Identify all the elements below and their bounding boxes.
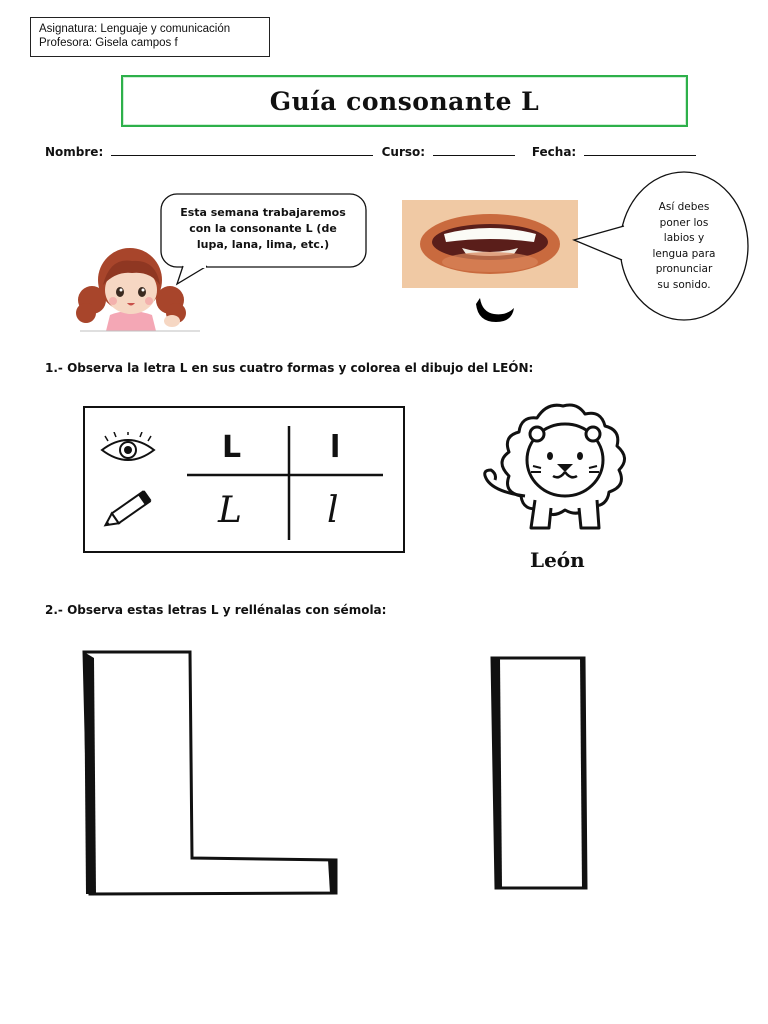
date-field[interactable] [584,145,696,156]
mouth-photo-icon [402,200,578,288]
student-fields [45,145,700,159]
lion-illustration-icon [475,400,645,535]
teacher-line: Profesora: Gisela campos f [39,37,178,49]
speech-bubble-mouth-text: Así debes poner los labios y lengua para pronunciar su sonido. [652,201,716,291]
exercise-1-instruction: 1.- Observa la letra L en sus cuatro formas y colorea el dibujo del LEÓN: [45,361,534,375]
subject-line: Asignatura: Lenguaje y comunicación [39,23,231,35]
pencil-icon [100,487,160,529]
eye-icon [98,432,158,468]
crescent-moon-icon [472,290,518,326]
cursive-uppercase-l: L [218,490,242,531]
course-field[interactable] [433,145,515,156]
letter-forms-grid [185,424,385,542]
print-lowercase-l: l [330,430,341,465]
course-label: Curso: [381,145,426,159]
name-label: Nombre: [45,145,104,159]
page-title: Guía consonante L [269,86,540,116]
subject-info-box [30,17,270,57]
name-field[interactable] [111,145,373,156]
title-box [121,75,688,127]
date-label: Fecha: [531,145,577,159]
outline-lowercase-l[interactable] [488,654,592,894]
cursive-lowercase-l: l [327,490,339,531]
lion-label: León [530,548,585,572]
print-uppercase-l: L [222,430,242,465]
outline-uppercase-l[interactable] [78,648,343,898]
speech-bubble-girl-text: Esta semana trabajaremos con la consonante L (de lupa, lana, lima, etc.) [180,206,346,251]
exercise-2-instruction: 2.- Observa estas letras L y rellénalas con sémola: [45,603,387,617]
